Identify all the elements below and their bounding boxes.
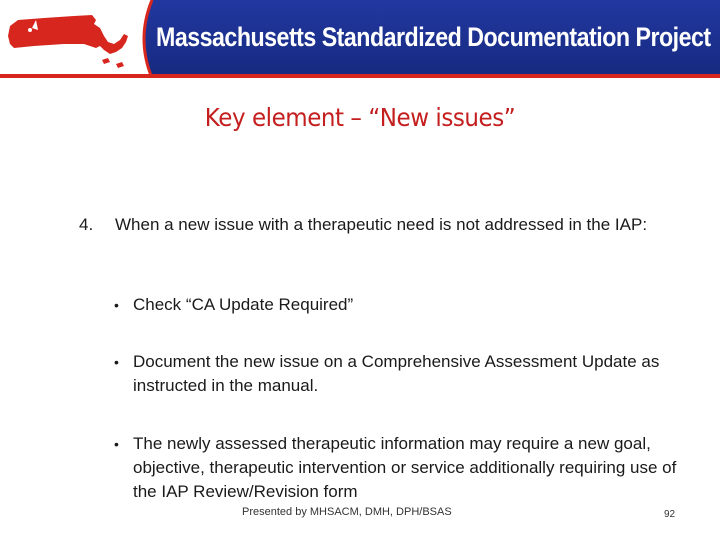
banner-title: Massachusetts Standardized Documentation Project [156,22,711,52]
point-number: 4. [79,215,94,234]
bullet-text: Check “CA Update Required” [133,295,354,314]
bullet-marker: • [114,354,119,370]
point-text: When a new issue with a therapeutic need is not addressed in the IAP: [115,215,648,234]
bullet-marker: • [114,436,119,452]
bullet-text: The newly assessed therapeutic information may require a new goal, objective, therapeutic intervention or service additionally requiring use of the IAP Review/Revision form [133,434,677,501]
massachusetts-map-icon [4,6,134,74]
banner-stripe [0,74,720,78]
bullet-marker: • [114,297,119,313]
footer-text: Presented by MHSACM, DMH, DPH/BSAS [242,506,452,518]
bullet-text: Document the new issue on a Comprehensive Assessment Update as instructed in the manual. [133,352,660,395]
slide-title: Key element – “New issues” [204,103,516,132]
page-number: 92 [664,509,676,520]
